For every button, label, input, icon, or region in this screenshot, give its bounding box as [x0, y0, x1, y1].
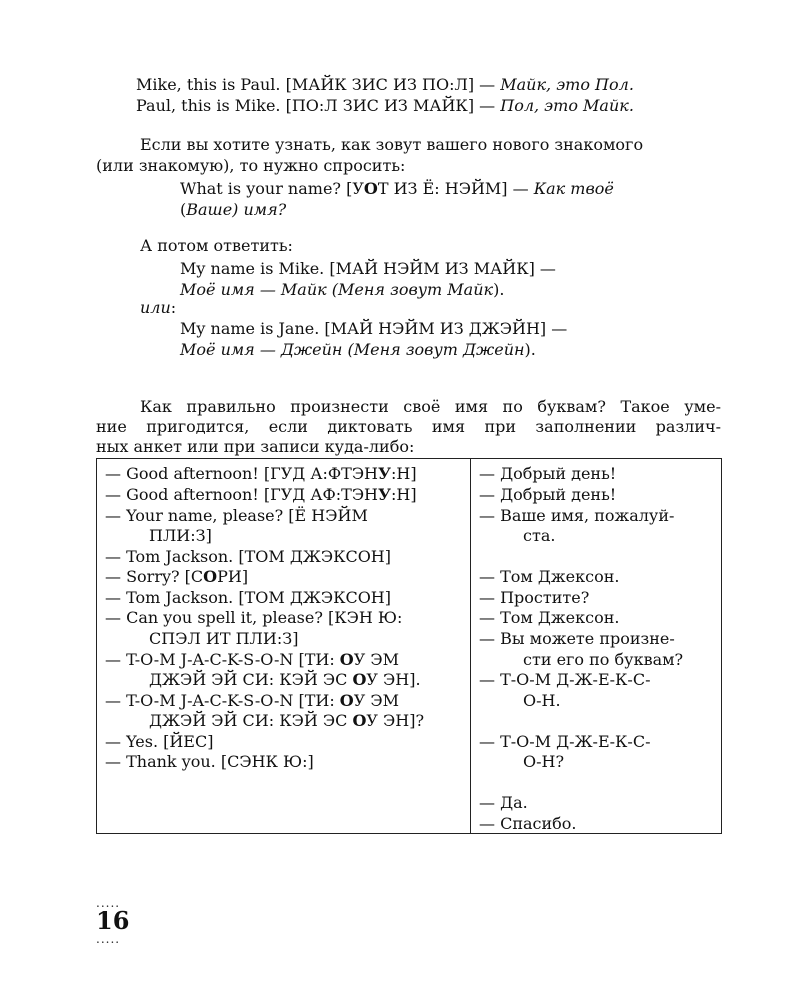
right-line: — Да.	[479, 793, 528, 812]
stress-letter: О	[352, 711, 367, 730]
stress-letter: О	[352, 670, 367, 689]
stress-letter: О	[339, 650, 354, 669]
right-line: — Том Джексон.	[479, 608, 620, 627]
left-line: — Thank you. [СЭНК Ю:]	[105, 752, 314, 771]
or-text: или	[140, 298, 171, 317]
stress-letter: О	[339, 691, 354, 710]
left-line	[105, 566, 248, 587]
stress-letter: О	[363, 179, 378, 198]
spell-paragraph-line-3: ных анкет или при записи куда-либо:	[96, 437, 415, 456]
intro-line-1-english: Mike, this is Paul. [МАЙК ЗИС ИЗ ПО:Л] —	[136, 75, 501, 94]
answer-1-russian-close: ).	[493, 280, 505, 299]
left-text: ДЖЭЙ ЭЙ СИ: КЭЙ ЭС	[149, 711, 353, 730]
answer-intro: А потом ответить:	[140, 236, 293, 255]
intro-line-2	[136, 95, 634, 116]
ask-paragraph-line-1: Если вы хотите узнать, как зовут вашего нового знакомого	[140, 135, 644, 154]
left-text: — T-O-M J-A-C-K-S-O-N [ТИ:	[105, 650, 340, 669]
paren: (	[180, 200, 187, 219]
stress-letter: У	[378, 485, 391, 504]
left-line	[105, 463, 417, 484]
left-text: ДЖЭЙ ЭЙ СИ: КЭЙ ЭС	[149, 670, 353, 689]
stress-letter: О	[203, 567, 218, 586]
table-divider	[470, 459, 471, 833]
or-colon: :	[170, 298, 177, 317]
right-line: — Добрый день!	[479, 464, 617, 483]
right-line: — Добрый день!	[479, 485, 617, 504]
left-line	[149, 710, 424, 731]
answer-1-russian-part: Моё имя — Майк (	[180, 280, 339, 299]
left-line: — Tom Jackson. [ТОМ ДЖЭКСОН]	[105, 588, 391, 607]
left-line: — Your name, please? [Ё НЭЙМ	[105, 506, 368, 525]
right-line: — Простите?	[479, 588, 590, 607]
right-line: О-Н.	[523, 691, 561, 710]
right-line: — Спасибо.	[479, 814, 577, 833]
left-text: :Н]	[391, 485, 417, 504]
left-text: — T-O-M J-A-C-K-S-O-N [ТИ:	[105, 691, 340, 710]
left-text: РИ]	[217, 567, 249, 586]
left-text: — Good afternoon! [ГУД А:ФТЭН	[105, 464, 379, 483]
left-text: У ЭМ	[353, 691, 400, 710]
ask-paragraph-line-2: (или знакомую), то нужно спросить:	[96, 156, 406, 175]
question-english: What is your name? [У	[180, 179, 364, 198]
right-line: ста.	[523, 526, 556, 545]
answer-1-russian-paren: Меня зовут Майк	[338, 280, 494, 299]
question-russian: Как твоё	[533, 179, 614, 198]
answer-2-russian-paren: Меня зовут Джейн	[353, 340, 525, 359]
right-line: О-Н?	[523, 752, 565, 771]
intro-line-2-russian: Пол, это Майк.	[500, 96, 634, 115]
left-line: СПЭЛ ИТ ПЛИ:З]	[149, 629, 299, 648]
left-text: У ЭМ	[353, 650, 400, 669]
left-text: У ЭН].	[366, 670, 421, 689]
question-line-1	[180, 178, 614, 199]
page-number: 16	[96, 906, 130, 935]
page-number-block	[96, 898, 129, 944]
right-line: сти его по буквам?	[523, 650, 684, 669]
left-line	[149, 669, 421, 690]
answer-1-russian	[180, 279, 504, 300]
answer-2-russian-close: ).	[524, 340, 536, 359]
left-line: — Yes. [ЙЕС]	[105, 732, 214, 751]
left-line: — Can you spell it, please? [КЭН Ю:	[105, 608, 403, 627]
right-line: — Том Джексон.	[479, 567, 620, 586]
intro-line-1-russian: Майк, это Пол.	[500, 75, 634, 94]
left-line	[105, 649, 399, 670]
stress-letter: У	[378, 464, 391, 483]
question-transcription: Т ИЗ Ё: НЭЙМ] —	[377, 179, 534, 198]
intro-line-2-english: Paul, this is Mike. [ПО:Л ЗИС ИЗ МАЙК] —	[136, 96, 501, 115]
answer-2-english: My name is Jane. [МАЙ НЭЙМ ИЗ ДЖЭЙН] —	[180, 319, 568, 338]
question-russian-end: ) имя?	[232, 200, 287, 219]
left-text: — Sorry? [С	[105, 567, 204, 586]
left-line	[105, 484, 417, 505]
spell-paragraph-line-1: Как правильно произнести своё имя по буквам? Такое уме-	[140, 397, 721, 416]
dots-top: .....	[96, 896, 121, 910]
spell-paragraph-line-2: ние пригодится, если диктовать имя при заполнении различ-	[96, 417, 721, 436]
left-line: ПЛИ:З]	[149, 526, 212, 545]
left-line: — Tom Jackson. [ТОМ ДЖЭКСОН]	[105, 547, 391, 566]
question-polite-word: Ваше	[186, 200, 233, 219]
right-line: — Т-О-М Д-Ж-Е-К-С-	[479, 670, 651, 689]
left-line	[105, 690, 399, 711]
or-word	[140, 297, 176, 318]
question-line-2	[180, 199, 286, 220]
left-text: У ЭН]?	[366, 711, 425, 730]
dialog-table	[96, 458, 722, 834]
answer-1-english: My name is Mike. [МАЙ НЭЙМ ИЗ МАЙК] —	[180, 259, 556, 278]
dots-bottom: .....	[96, 932, 121, 946]
answer-2-russian	[180, 339, 536, 360]
answer-2-russian-part: Моё имя — Джейн (	[180, 340, 354, 359]
left-text: — Good afternoon! [ГУД АФ:ТЭН	[105, 485, 379, 504]
right-line: — Т-О-М Д-Ж-Е-К-С-	[479, 732, 651, 751]
right-line: — Вы можете произне-	[479, 629, 675, 648]
left-text: :Н]	[391, 464, 417, 483]
right-line: — Ваше имя, пожалуй-	[479, 506, 675, 525]
intro-line-1	[136, 74, 634, 95]
